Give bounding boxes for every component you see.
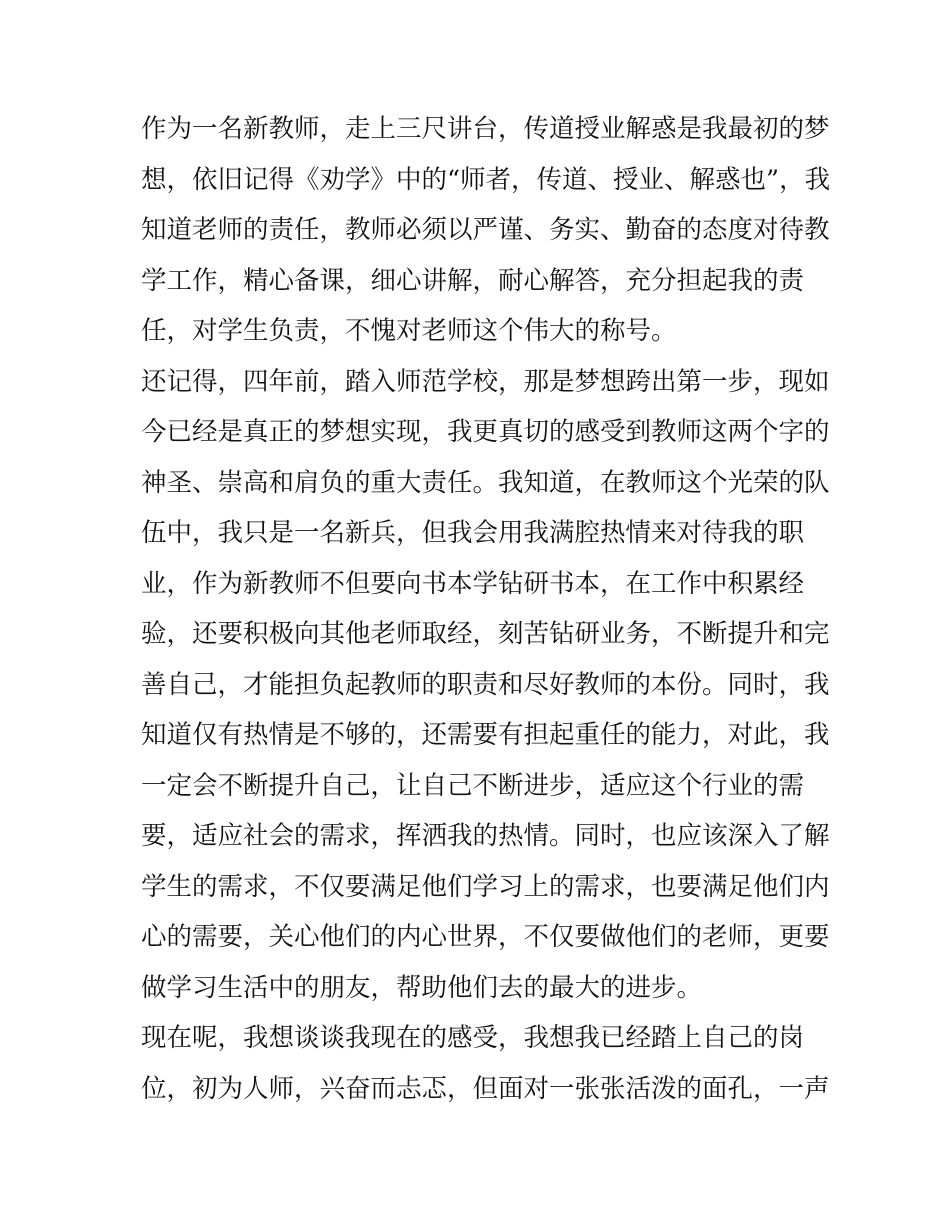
text-line: 神圣、崇高和肩负的重大责任。我知道，在教师这个光荣的队 (141, 467, 830, 498)
text-line: 善自己，才能担负起教师的职责和尽好教师的本份。同时，我 (141, 669, 830, 700)
paragraph-3 (141, 1013, 830, 1114)
text-line: 今已经是真正的梦想实现，我更真切的感受到教师这两个字的 (141, 417, 830, 447)
document-body (141, 104, 831, 1114)
text-line: 任，对学生负责，不愧对老师这个伟大的称号。 (141, 316, 677, 346)
text-line: 心的需要，关心他们的内心世界，不仅要做他们的老师，更要 (141, 922, 830, 952)
text-line: 一定会不断提升自己，让自己不断进步，适应这个行业的需 (141, 770, 805, 801)
text-line: 作为一名新教师，走上三尺讲台，传道授业解惑是我最初的梦 (141, 114, 830, 144)
text-line: 还记得，四年前，踏入师范学校，那是梦想跨出第一步，现如 (141, 366, 830, 397)
text-line: 做学习生活中的朋友，帮助他们去的最大的进步。 (141, 972, 703, 1003)
paragraph-2 (141, 357, 830, 1014)
text-line: 学工作，精心备课，细心讲解，耐心解答，充分担起我的责 (141, 265, 805, 296)
text-line: 验，还要积极向其他老师取经，刻苦钻研业务，不断提升和完 (141, 619, 830, 649)
text-line: 业，作为新教师不但要向书本学钻研书本，在工作中积累经 (141, 568, 805, 599)
text-line: 要，适应社会的需求，挥洒我的热情。同时，也应该深入了解 (141, 821, 830, 851)
text-line: 伍中，我只是一名新兵，但我会用我满腔热情来对待我的职 (141, 518, 805, 548)
text-line: 知道老师的责任，教师必须以严谨、务实、勤奋的态度对待教 (141, 215, 830, 245)
text-line: 现在呢，我想谈谈我现在的感受，我想我已经踏上自己的岗 (141, 1023, 805, 1053)
paragraph-1 (141, 104, 831, 357)
text-line: 知道仅有热情是不够的，还需要有担起重任的能力，对此，我 (141, 720, 830, 750)
text-line: 学生的需求，不仅要满足他们学习上的需求，也要满足他们内 (141, 871, 830, 902)
text-line: 位，初为人师，兴奋而忐忑，但面对一张张活泼的面孔，一声 (141, 1073, 830, 1104)
text-line: 想，依旧记得《劝学》中的“师者，传道、授业、解惑也”，我 (141, 164, 831, 195)
